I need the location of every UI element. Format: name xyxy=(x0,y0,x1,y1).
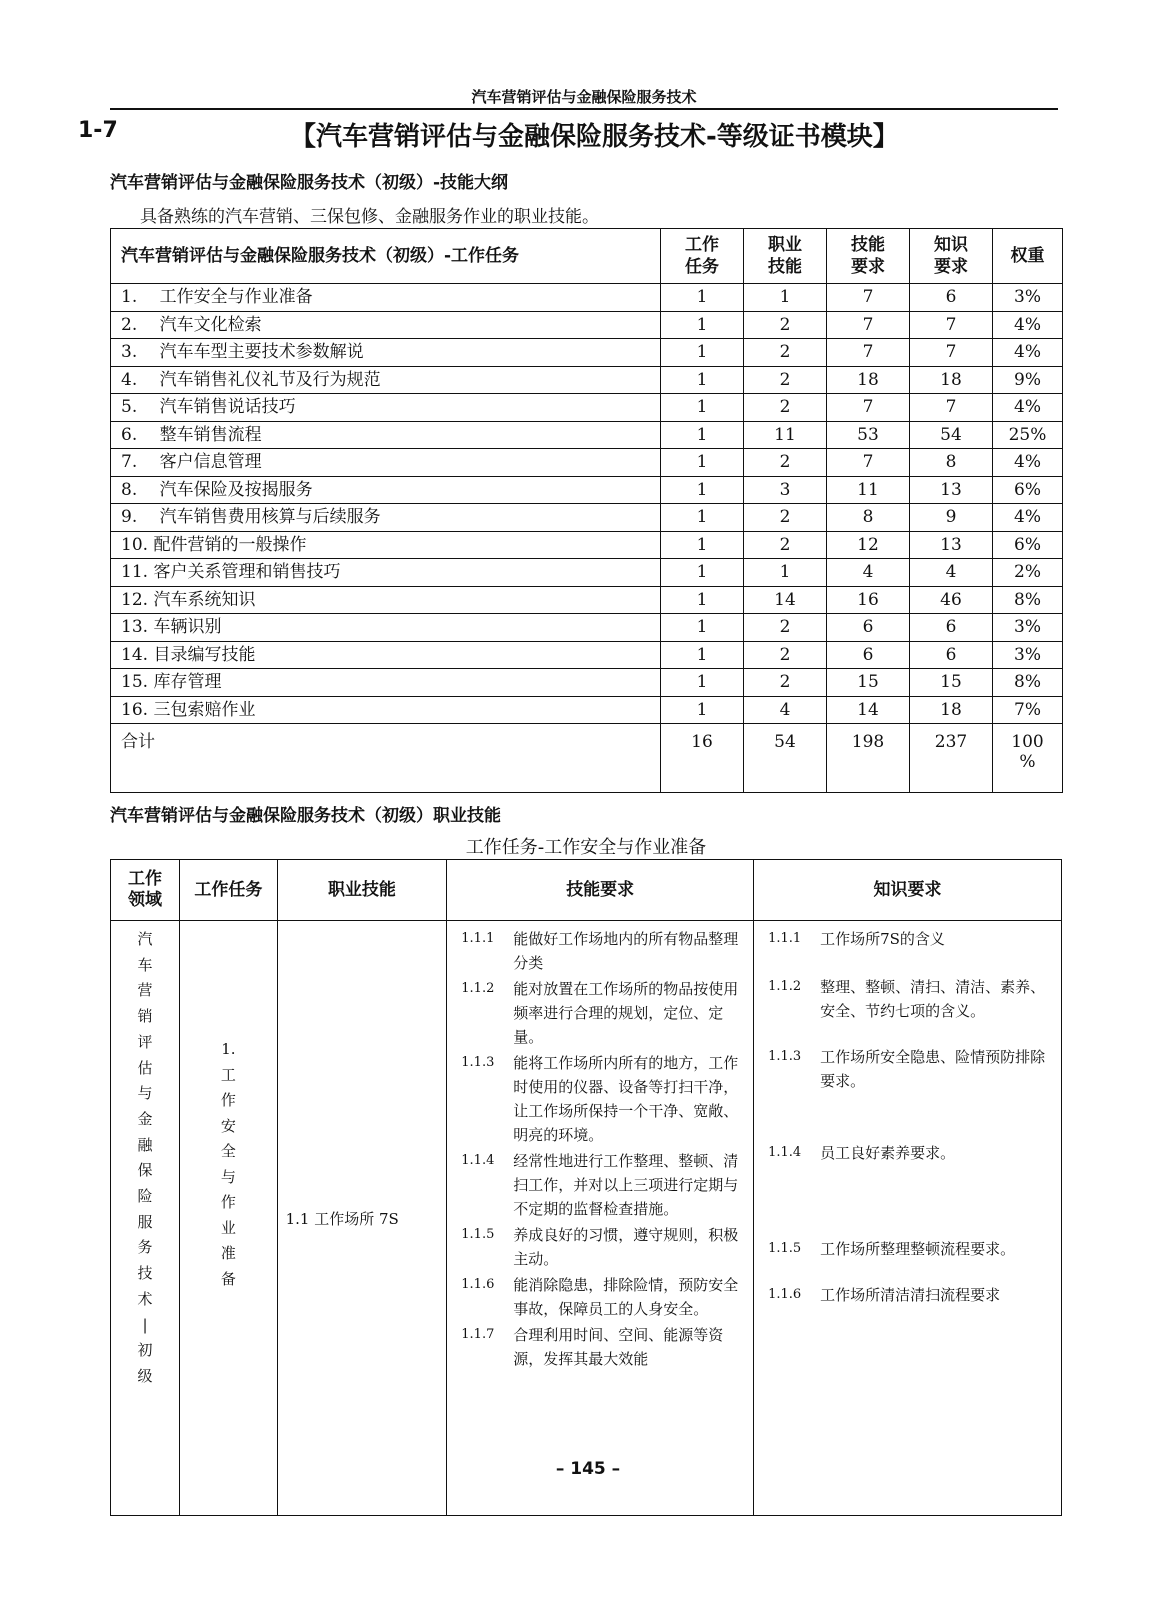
list-item xyxy=(768,975,1057,1023)
domain-char: 金 xyxy=(137,1109,153,1128)
domain-char: | xyxy=(142,1315,148,1334)
task-cell: 5. 汽车销售说话技巧 xyxy=(111,394,661,422)
work-domain-cell xyxy=(111,921,180,1516)
item-number: 1.1.6 xyxy=(461,1277,495,1292)
header-divider xyxy=(110,108,1058,110)
list-item xyxy=(768,1045,1057,1093)
job-skills-cell: 2 xyxy=(744,311,827,339)
weight-cell: 25% xyxy=(993,421,1063,449)
skill-row xyxy=(111,921,1062,1516)
list-item xyxy=(461,1149,749,1221)
knowledge-req-cell: 6 xyxy=(910,284,993,312)
job-skills-cell: 2 xyxy=(744,669,827,697)
task-cell: 3. 汽车车型主要技术参数解说 xyxy=(111,339,661,367)
list-item xyxy=(461,927,749,975)
skill-req-cell: 11 xyxy=(827,476,910,504)
task-cell: 14. 目录编写技能 xyxy=(111,641,661,669)
job-skills-cell: 2 xyxy=(744,614,827,642)
list-item xyxy=(768,1237,1057,1261)
header-work-tasks: 工作 任务 xyxy=(661,229,744,284)
weight-cell: 8% xyxy=(993,586,1063,614)
knowledge-req-cell: 7 xyxy=(910,311,993,339)
task-char: 安 xyxy=(220,1116,236,1135)
running-header: 汽车营销评估与金融保险服务技术 xyxy=(471,88,697,106)
work-task-cell xyxy=(180,921,278,1516)
skill-req-cell: 7 xyxy=(827,339,910,367)
total-skill-req: 198 xyxy=(827,724,910,793)
work-tasks-cell: 1 xyxy=(661,311,744,339)
item-text: 整理、整顿、清扫、清洁、素养、安全、节约七项的含义。 xyxy=(820,978,1046,1020)
job-skills-cell: 2 xyxy=(744,504,827,532)
job-skills-cell: 2 xyxy=(744,339,827,367)
weight-cell: 7% xyxy=(993,696,1063,724)
domain-char: 评 xyxy=(137,1032,153,1051)
table-row xyxy=(111,669,1063,697)
weight-cell: 4% xyxy=(993,504,1063,532)
knowledge-req-cell: 15 xyxy=(910,669,993,697)
knowledge-req-cell: 6 xyxy=(910,641,993,669)
header-weight: 权重 xyxy=(993,229,1063,284)
skill-req-cell: 18 xyxy=(827,366,910,394)
list-item xyxy=(461,1223,749,1271)
task-char: 与 xyxy=(220,1167,236,1186)
weight-cell: 3% xyxy=(993,284,1063,312)
item-text: 能对放置在工作场所的物品按使用频率进行合理的规划，定位、定量。 xyxy=(513,980,739,1046)
skill-req-cell: 15 xyxy=(827,669,910,697)
item-text: 能做好工作场地内的所有物品整理分类 xyxy=(513,930,739,972)
job-skills-cell: 2 xyxy=(744,449,827,477)
knowledge-req-cell: 7 xyxy=(910,339,993,367)
job-skills-cell: 3 xyxy=(744,476,827,504)
total-label: 合计 xyxy=(111,724,661,793)
item-number: 1.1.5 xyxy=(768,1241,802,1256)
domain-char: 估 xyxy=(137,1058,153,1077)
job-skills-cell: 2 xyxy=(744,394,827,422)
weight-cell: 3% xyxy=(993,641,1063,669)
work-tasks-cell: 1 xyxy=(661,559,744,587)
work-tasks-cell: 1 xyxy=(661,339,744,367)
table-row xyxy=(111,586,1063,614)
total-knowledge-req: 237 xyxy=(910,724,993,793)
item-text: 工作场所整理整顿流程要求。 xyxy=(820,1240,1016,1258)
item-text: 工作场所安全隐患、险情预防排除要求。 xyxy=(820,1048,1046,1090)
domain-char: 汽 xyxy=(137,930,153,948)
work-tasks-cell: 1 xyxy=(661,476,744,504)
knowledge-req-cell: 4 xyxy=(910,559,993,587)
task-char: 业 xyxy=(220,1218,236,1237)
job-skills-cell: 2 xyxy=(744,531,827,559)
work-tasks-cell: 1 xyxy=(661,641,744,669)
header-knowledge-req: 知识 要求 xyxy=(910,229,993,284)
task-cell: 11. 客户关系管理和销售技巧 xyxy=(111,559,661,587)
item-number: 1.1.1 xyxy=(768,931,802,946)
task-cell: 15. 库存管理 xyxy=(111,669,661,697)
total-weight: 100 % xyxy=(993,724,1063,793)
item-text: 经常性地进行工作整理、整顿、清扫工作，并对以上三项进行定期与不定期的监督检查措施。 xyxy=(513,1152,739,1218)
knowledge-req-cell: 13 xyxy=(910,476,993,504)
task-char: 1. xyxy=(221,1040,236,1058)
skill-req-cell: 16 xyxy=(827,586,910,614)
knowledge-req-cell: 46 xyxy=(910,586,993,614)
work-tasks-cell: 1 xyxy=(661,531,744,559)
domain-char: 险 xyxy=(137,1187,153,1206)
job-skills-cell: 1 xyxy=(744,559,827,587)
list-item xyxy=(461,1051,749,1147)
list-item xyxy=(768,1283,1057,1307)
weight-cell: 6% xyxy=(993,531,1063,559)
work-tasks-cell: 1 xyxy=(661,284,744,312)
table-row xyxy=(111,311,1063,339)
work-tasks-cell: 1 xyxy=(661,394,744,422)
table-row xyxy=(111,421,1063,449)
task-char: 准 xyxy=(220,1244,236,1262)
weight-cell: 9% xyxy=(993,366,1063,394)
header-task: 汽车营销评估与金融保险服务技术（初级）-工作任务 xyxy=(111,229,661,284)
task-char: 全 xyxy=(220,1142,236,1160)
task-cell: 6. 整车销售流程 xyxy=(111,421,661,449)
work-tasks-cell: 1 xyxy=(661,586,744,614)
section-number: 1-7 xyxy=(78,118,118,143)
item-text: 能将工作场所内所有的地方，工作时使用的仪器、设备等打扫干净，让工作场所保持一个干净、宽敞、明亮的环境。 xyxy=(513,1054,739,1144)
job-skills-cell: 2 xyxy=(744,366,827,394)
table-row xyxy=(111,504,1063,532)
skill-req-cell: 7 xyxy=(827,394,910,422)
item-number: 1.1.4 xyxy=(768,1145,802,1160)
page-number: – 145 – xyxy=(555,1459,621,1479)
work-tasks-cell: 1 xyxy=(661,504,744,532)
table-row xyxy=(111,641,1063,669)
item-number: 1.1.3 xyxy=(768,1049,802,1064)
task-cell: 13. 车辆识别 xyxy=(111,614,661,642)
table-row xyxy=(111,339,1063,367)
work-tasks-cell: 1 xyxy=(661,614,744,642)
item-text: 养成良好的习惯，遵守规则，积极主动。 xyxy=(513,1226,739,1268)
header-knowledge-requirements: 知识要求 xyxy=(754,860,1062,921)
table-row xyxy=(111,366,1063,394)
summary-header-row xyxy=(111,229,1063,284)
outline-heading: 汽车营销评估与金融保险服务技术（初级）-技能大纲 xyxy=(110,173,509,193)
task-caption: 工作任务-工作安全与作业准备 xyxy=(465,837,707,858)
weight-cell: 6% xyxy=(993,476,1063,504)
total-work-tasks: 16 xyxy=(661,724,744,793)
task-char: 工 xyxy=(220,1065,236,1084)
domain-char: 融 xyxy=(137,1135,153,1154)
task-cell: 2. 汽车文化检索 xyxy=(111,311,661,339)
work-tasks-cell: 1 xyxy=(661,366,744,394)
item-number: 1.1.4 xyxy=(461,1153,495,1168)
header-skill-req: 技能 要求 xyxy=(827,229,910,284)
weight-cell: 4% xyxy=(993,339,1063,367)
table-row xyxy=(111,559,1063,587)
skill-req-cell: 7 xyxy=(827,284,910,312)
task-cell: 10. 配件营销的一般操作 xyxy=(111,531,661,559)
skill-header-row xyxy=(111,860,1062,921)
skill-req-cell: 4 xyxy=(827,559,910,587)
header-work-task: 工作任务 xyxy=(180,860,278,921)
domain-char: 销 xyxy=(137,1007,153,1026)
header-job-skills: 职业 技能 xyxy=(744,229,827,284)
list-item xyxy=(461,977,749,1049)
domain-char: 初 xyxy=(137,1341,153,1360)
item-text: 工作场所清洁清扫流程要求 xyxy=(820,1286,1001,1304)
table-row xyxy=(111,531,1063,559)
intro-text: 具备熟练的汽车营销、三保包修、金融服务作业的职业技能。 xyxy=(140,207,599,227)
skill-req-cell: 7 xyxy=(827,311,910,339)
task-char: 作 xyxy=(220,1193,236,1211)
page-title: 【汽车营销评估与金融保险服务技术-等级证书模块】 xyxy=(290,122,899,152)
job-skills-cell: 14 xyxy=(744,586,827,614)
knowledge-req-cell: 9 xyxy=(910,504,993,532)
list-item xyxy=(461,1323,749,1371)
knowledge-req-cell: 18 xyxy=(910,366,993,394)
list-item xyxy=(768,1141,1057,1165)
work-tasks-cell: 1 xyxy=(661,421,744,449)
task-char: 备 xyxy=(220,1269,236,1288)
task-cell: 9. 汽车销售费用核算与后续服务 xyxy=(111,504,661,532)
table-row xyxy=(111,476,1063,504)
weight-cell: 4% xyxy=(993,311,1063,339)
knowledge-req-cell: 13 xyxy=(910,531,993,559)
domain-char: 与 xyxy=(137,1084,153,1103)
list-item xyxy=(768,927,1057,951)
domain-char: 保 xyxy=(137,1161,153,1180)
weight-cell: 4% xyxy=(993,394,1063,422)
domain-char: 技 xyxy=(137,1264,153,1283)
knowledge-req-cell: 18 xyxy=(910,696,993,724)
item-number: 1.1.5 xyxy=(461,1227,495,1242)
skill-requirements-cell xyxy=(447,921,754,1516)
task-cell: 1. 工作安全与作业准备 xyxy=(111,284,661,312)
domain-char: 级 xyxy=(137,1366,153,1385)
weight-cell: 3% xyxy=(993,614,1063,642)
item-number: 1.1.3 xyxy=(461,1055,495,1070)
job-skills-cell: 2 xyxy=(744,641,827,669)
task-cell: 4. 汽车销售礼仪礼节及行为规范 xyxy=(111,366,661,394)
domain-char: 车 xyxy=(137,955,153,974)
job-skills-cell: 1 xyxy=(744,284,827,312)
item-text: 工作场所7S的含义 xyxy=(820,930,945,948)
work-tasks-cell: 1 xyxy=(661,449,744,477)
task-char: 作 xyxy=(220,1091,236,1109)
skill-table xyxy=(110,859,1062,1516)
header-skill-requirements: 技能要求 xyxy=(447,860,754,921)
domain-char: 服 xyxy=(137,1212,153,1231)
job-skills-cell: 11 xyxy=(744,421,827,449)
task-cell: 12. 汽车系统知识 xyxy=(111,586,661,614)
item-number: 1.1.1 xyxy=(461,931,495,946)
domain-char: 务 xyxy=(137,1238,153,1257)
skill-req-cell: 53 xyxy=(827,421,910,449)
work-tasks-cell: 1 xyxy=(661,696,744,724)
skill-req-cell: 8 xyxy=(827,504,910,532)
task-cell: 7. 客户信息管理 xyxy=(111,449,661,477)
job-skills-cell: 4 xyxy=(744,696,827,724)
header-domain: 工作 领域 xyxy=(111,860,180,921)
weight-cell: 8% xyxy=(993,669,1063,697)
skill-req-cell: 6 xyxy=(827,641,910,669)
item-number: 1.1.6 xyxy=(768,1287,802,1302)
skill-req-cell: 7 xyxy=(827,449,910,477)
skill-req-cell: 12 xyxy=(827,531,910,559)
work-tasks-cell: 1 xyxy=(661,669,744,697)
knowledge-requirements-cell xyxy=(754,921,1062,1516)
task-cell: 16. 三包索赔作业 xyxy=(111,696,661,724)
table-row xyxy=(111,394,1063,422)
task-cell: 8. 汽车保险及按揭服务 xyxy=(111,476,661,504)
knowledge-req-cell: 54 xyxy=(910,421,993,449)
weight-cell: 2% xyxy=(993,559,1063,587)
knowledge-req-cell: 7 xyxy=(910,394,993,422)
weight-cell: 4% xyxy=(993,449,1063,477)
domain-char: 术 xyxy=(137,1289,153,1308)
header-job-skill: 职业技能 xyxy=(277,860,447,921)
skill-req-cell: 6 xyxy=(827,614,910,642)
job-skill-cell: 1.1 工作场所 7S xyxy=(277,921,447,1516)
item-number: 1.1.7 xyxy=(461,1327,495,1342)
domain-char: 营 xyxy=(137,981,153,1000)
item-text: 员工良好素养要求。 xyxy=(820,1144,956,1162)
skills-heading: 汽车营销评估与金融保险服务技术（初级）职业技能 xyxy=(110,806,501,826)
knowledge-req-cell: 6 xyxy=(910,614,993,642)
table-row xyxy=(111,696,1063,724)
item-number: 1.1.2 xyxy=(768,979,802,994)
table-row xyxy=(111,614,1063,642)
summary-table xyxy=(110,228,1063,793)
summary-total-row xyxy=(111,724,1063,793)
knowledge-req-cell: 8 xyxy=(910,449,993,477)
list-item xyxy=(461,1273,749,1321)
item-number: 1.1.2 xyxy=(461,981,495,996)
item-text: 能消除隐患，排除险情，预防安全事故，保障员工的人身安全。 xyxy=(513,1276,739,1318)
total-job-skills: 54 xyxy=(744,724,827,793)
skill-req-cell: 14 xyxy=(827,696,910,724)
item-text: 合理利用时间、空间、能源等资源，发挥其最大效能 xyxy=(513,1326,724,1368)
table-row xyxy=(111,449,1063,477)
table-row xyxy=(111,284,1063,312)
